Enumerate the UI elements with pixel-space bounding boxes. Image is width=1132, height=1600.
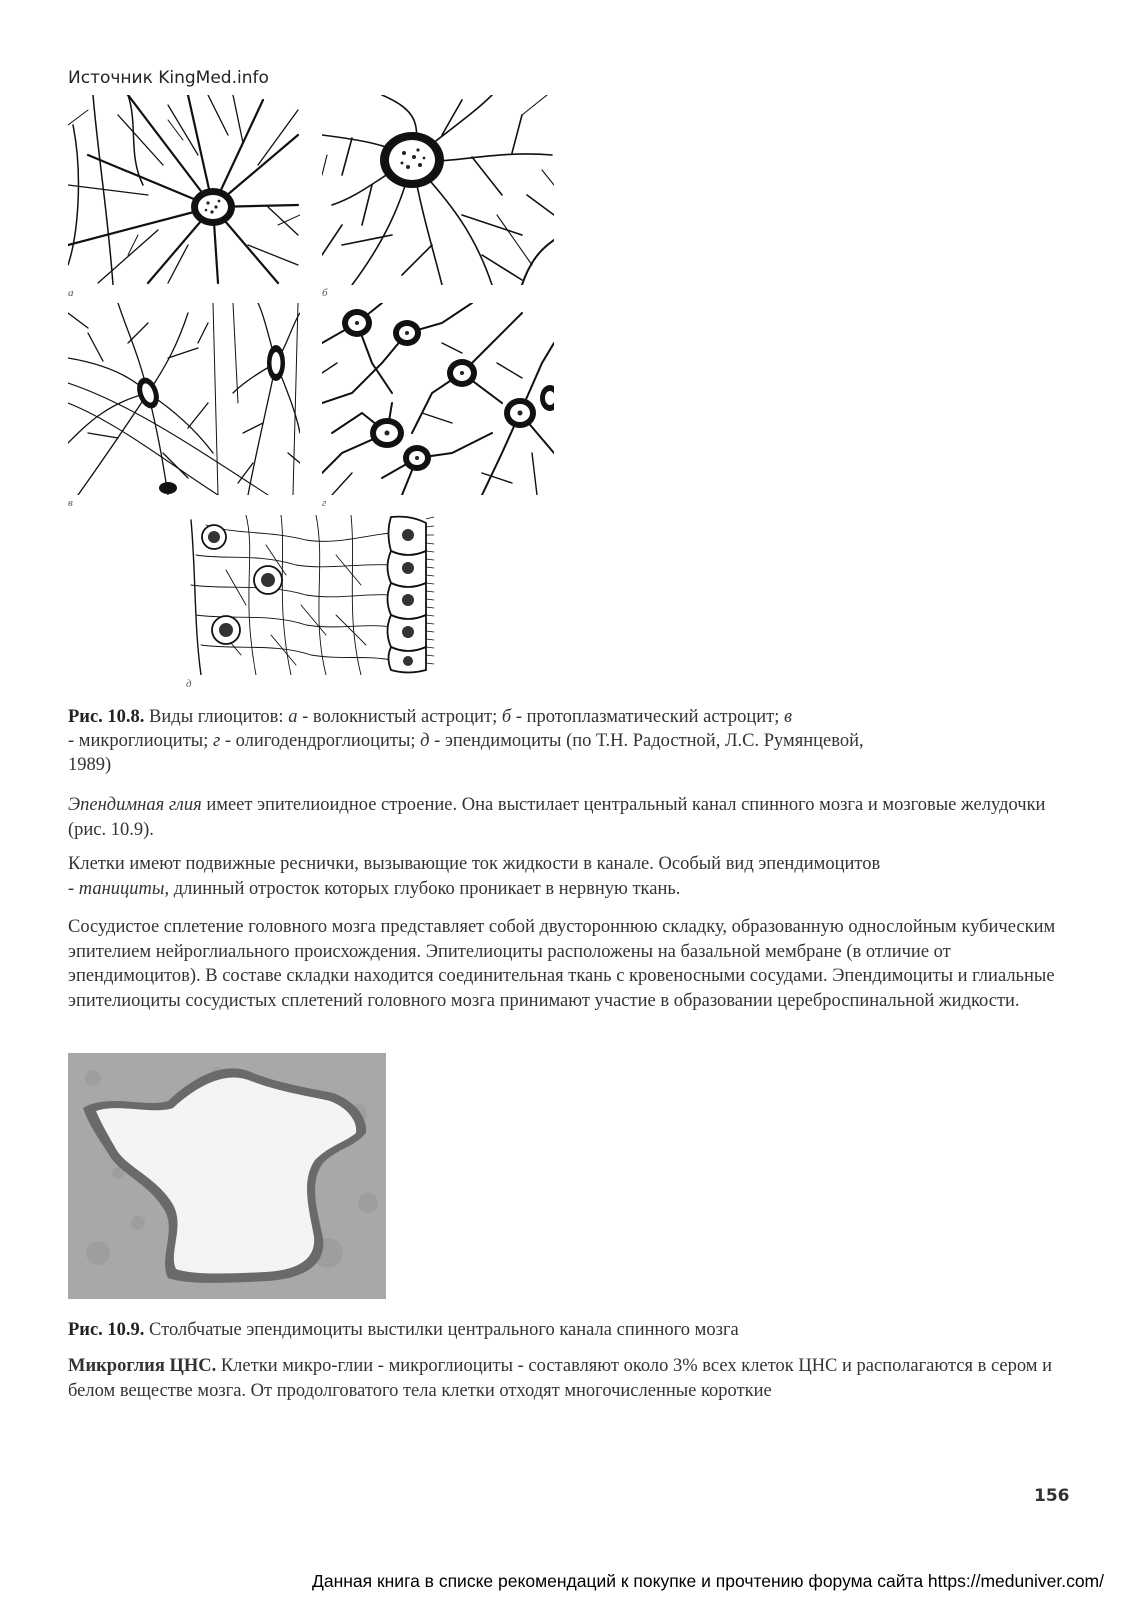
paragraph-2-text: длинный отросток которых глубоко проникает в нервную ткань.: [169, 878, 681, 899]
caption-text-g: - олигодендроглиоциты;: [220, 731, 421, 751]
caption-letter-v: в: [784, 707, 793, 727]
paragraph-2-line-1: Клетки имеют подвижные реснички, вызывающие ток жидкости в канале. Особый вид эпендимоцитов: [68, 854, 881, 874]
caption-letter-g: г: [213, 731, 221, 751]
panel-label-d: д: [186, 678, 192, 690]
caption-letter-d: д: [420, 731, 430, 751]
paragraph-cilia: [68, 852, 1058, 901]
figure-panel-oligodendrocytes: [322, 303, 554, 495]
caption-letter-a: а: [288, 707, 298, 727]
term-microglia: Микроглия ЦНС.: [68, 1356, 217, 1376]
source-header: Источник KingMed.info: [68, 68, 269, 88]
figure-10-8-caption: [68, 705, 1058, 777]
footer-note: Данная книга в списке рекомендаций к покупке и прочтению форума сайта https://meduniver.com/: [311, 1571, 1104, 1591]
figure-panel-fibrous-astrocyte: [68, 95, 300, 285]
paragraph-4-text: Клетки микро-глии - микроглиоциты - составляют около 3% всех клеток ЦНС и располагаются в сером и белом веществе мозга. От продолговатого тела клетки отходят многочисленные короткие: [68, 1356, 1052, 1401]
figure-10-9-caption: [68, 1318, 1058, 1342]
paragraph-choroid-plexus: Сосудистое сплетение головного мозга представляет собой двустороннюю складку, образованную однослойным кубическим эпителием нейроглиального происхождения. Эпителиоциты расположены на базальной мембране (в отличие от эпендимоцитов). В составе складки находится соединительная ткань с кровеносными сосудами. Эпендимоциты и глиальные эпителиоциты сосудистых сплетений головного мозга принимают участие в образовании цереброспинальной жидкости.: [68, 917, 1056, 1011]
caption-text-b: - протоплазматический астроцит;: [511, 707, 785, 727]
paragraph-2-dash: -: [68, 878, 79, 899]
term-ependymal-glia: Эпендимная глия: [68, 795, 202, 815]
caption-text: Виды глиоцитов:: [144, 707, 289, 727]
figure-10-9-micrograph: [68, 1053, 386, 1299]
paragraph-microglia: [68, 1354, 1058, 1403]
figure-panel-ependymocytes: [186, 515, 436, 675]
page-number: 156: [1034, 1486, 1070, 1506]
caption-10-9-text: Столбчатые эпендимоциты выстилки центрального канала спинного мозга: [144, 1320, 739, 1340]
panel-label-b: б: [322, 287, 328, 299]
caption-line-3: 1989): [68, 755, 112, 775]
caption-text-d: - эпендимоциты (по Т.Н. Радостной, Л.С. Румянцевой,: [429, 731, 864, 751]
paragraph-1-text: имеет эпителиоидное строение. Она выстилает центральный канал спинного мозга и мозговые желудочки (рис. 10.9).: [68, 795, 1046, 840]
figure-panel-microgliocytes: [68, 303, 300, 495]
term-tanycytes: танициты,: [78, 878, 170, 899]
caption-10-9-label: Рис. 10.9.: [68, 1320, 145, 1340]
paragraph-ependymal-glia: [68, 793, 1058, 842]
caption-letter-b: б: [501, 707, 512, 727]
panel-label-v: в: [68, 497, 73, 509]
caption-text-a: - волокнистый астроцит;: [297, 707, 502, 727]
figure-panel-protoplasmic-astrocyte: [322, 95, 554, 285]
caption-line-2: - микроглиоциты;: [68, 731, 213, 751]
panel-label-g: г: [322, 497, 327, 509]
panel-label-a: а: [68, 287, 74, 299]
caption-label: Рис. 10.8.: [68, 707, 145, 727]
